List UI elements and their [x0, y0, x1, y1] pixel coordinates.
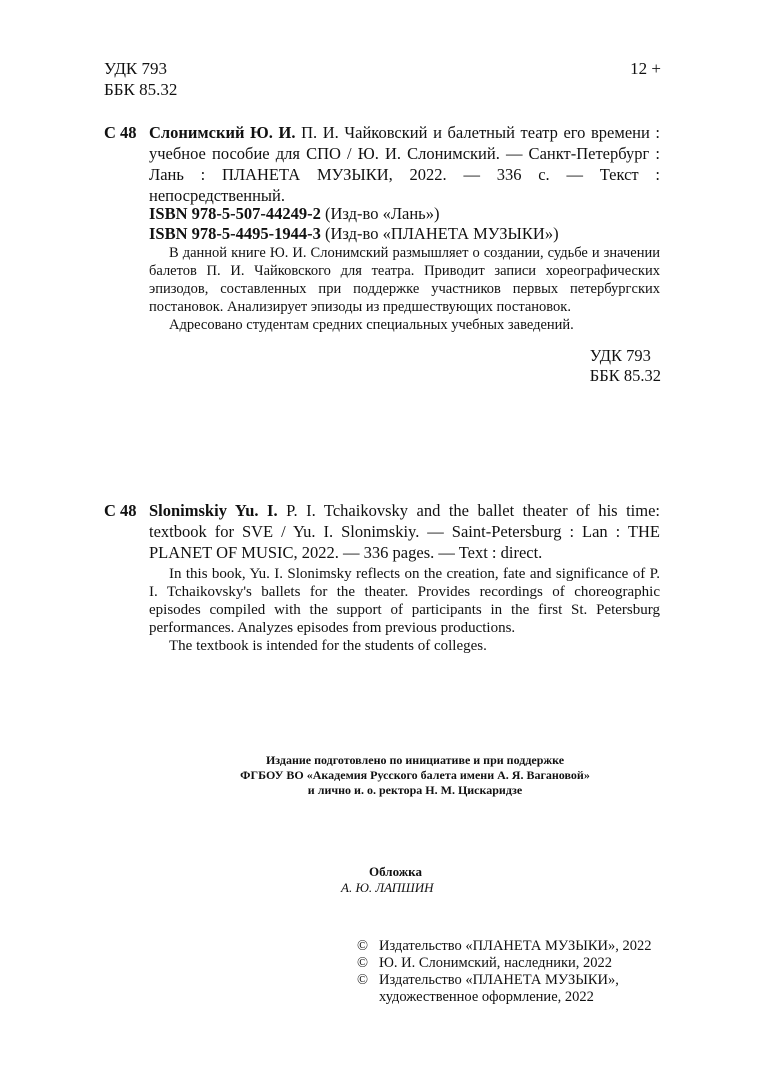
entry-description: P. I. Tchaikovsky and the ballet theater of his time: textbook for SVE / Yu. I. Slonimskiy. — Saint-Petersburg : Lan : THE PLANET OF MUSIC, 2022. — 336 pages. — Text : direct.	[149, 501, 660, 562]
isbn-list	[149, 204, 559, 244]
isbn-publisher: (Изд-во «Лань»)	[325, 204, 440, 223]
ru-abstract	[149, 244, 660, 334]
audience-text: Адресовано студентам средних специальных учебных заведений.	[169, 317, 574, 333]
copyright-text: Издательство «ПЛАНЕТА МУЗЫКИ»,	[379, 972, 619, 988]
abstract-text: В данной книге Ю. И. Слонимский размышляет о создании, судьбе и значении балетов П. И. Чайковского для театра. Приводит записи хореографических эпизодов, составленных при поддержке участников первых петербургских постановок. Анализирует эпизоды из предшествующих постановок.	[149, 245, 660, 315]
entry-description: П. И. Чайковский и балетный театр его времени : учебное пособие для СПО / Ю. И. Слонимский. — Санкт-Петербург : Лань : ПЛАНЕТА МУЗЫКИ, 2022. — 336 с. — Текст : непосредственный.	[149, 123, 661, 205]
isbn-row	[149, 204, 559, 224]
copyright-row	[357, 938, 652, 955]
author-name: Slonimskiy Yu. I.	[149, 501, 278, 520]
author-name: Слонимский Ю. И.	[149, 123, 296, 142]
bbk-code: ББК 85.32	[104, 80, 178, 99]
copyright-icon: ©	[357, 972, 369, 988]
udk-code: УДК 793	[104, 59, 168, 78]
abstract-text: In this book, Yu. I. Slonimsky reflects on the creation, fate and significance of P. I. Tchaikovsky's ballets for the theater. Provides recordings of choreographic episodes compiled with the support of participants in the first St. Petersburg performances. Analyzes episodes from previous productions.	[149, 566, 660, 636]
cover-designer: А. Ю. ЛАПШИН	[341, 880, 434, 895]
audience-text: The textbook is intended for the students of colleges.	[169, 638, 487, 654]
isbn-number: ISBN 978-5-507-44249-2	[149, 204, 321, 223]
isbn-row	[149, 224, 559, 244]
support-line: Издание подготовлено по инициативе и при поддержке	[265, 753, 565, 767]
copyright-icon: ©	[357, 955, 369, 971]
support-line: ФГБОУ ВО «Академия Русского балета имени А. Я. Вагановой»	[240, 768, 590, 782]
en-abstract	[149, 565, 660, 655]
ru-bibliographic-entry	[104, 122, 660, 206]
copyright-notices	[357, 938, 652, 1006]
udk-bbk-bottom	[590, 346, 661, 386]
age-rating: 12 +	[630, 59, 661, 78]
support-line: и лично и. о. ректора Н. М. Цискаридзе	[307, 783, 523, 797]
copyright-row	[357, 972, 652, 989]
copyright-icon: ©	[357, 938, 369, 954]
copyright-text-continued: художественное оформление, 2022	[379, 989, 594, 1005]
bbk-code: ББК 85.32	[589, 366, 661, 385]
cover-credit	[341, 864, 434, 896]
en-bibliographic-entry	[104, 500, 660, 563]
author-sign: С 48	[104, 501, 137, 520]
copyright-text: Издательство «ПЛАНЕТА МУЗЫКИ», 2022	[379, 938, 652, 954]
cover-label: Обложка	[369, 864, 422, 879]
author-sign: С 48	[104, 123, 137, 142]
isbn-publisher: (Изд-во «ПЛАНЕТА МУЗЫКИ»)	[325, 224, 559, 243]
udk-code: УДК 793	[589, 346, 651, 365]
copyright-text: Ю. И. Слонимский, наследники, 2022	[379, 955, 613, 971]
copyright-row	[357, 955, 652, 972]
support-statement	[160, 753, 670, 798]
isbn-number: ISBN 978-5-4495-1944-3	[149, 224, 321, 243]
udk-bbk-top	[104, 58, 177, 100]
